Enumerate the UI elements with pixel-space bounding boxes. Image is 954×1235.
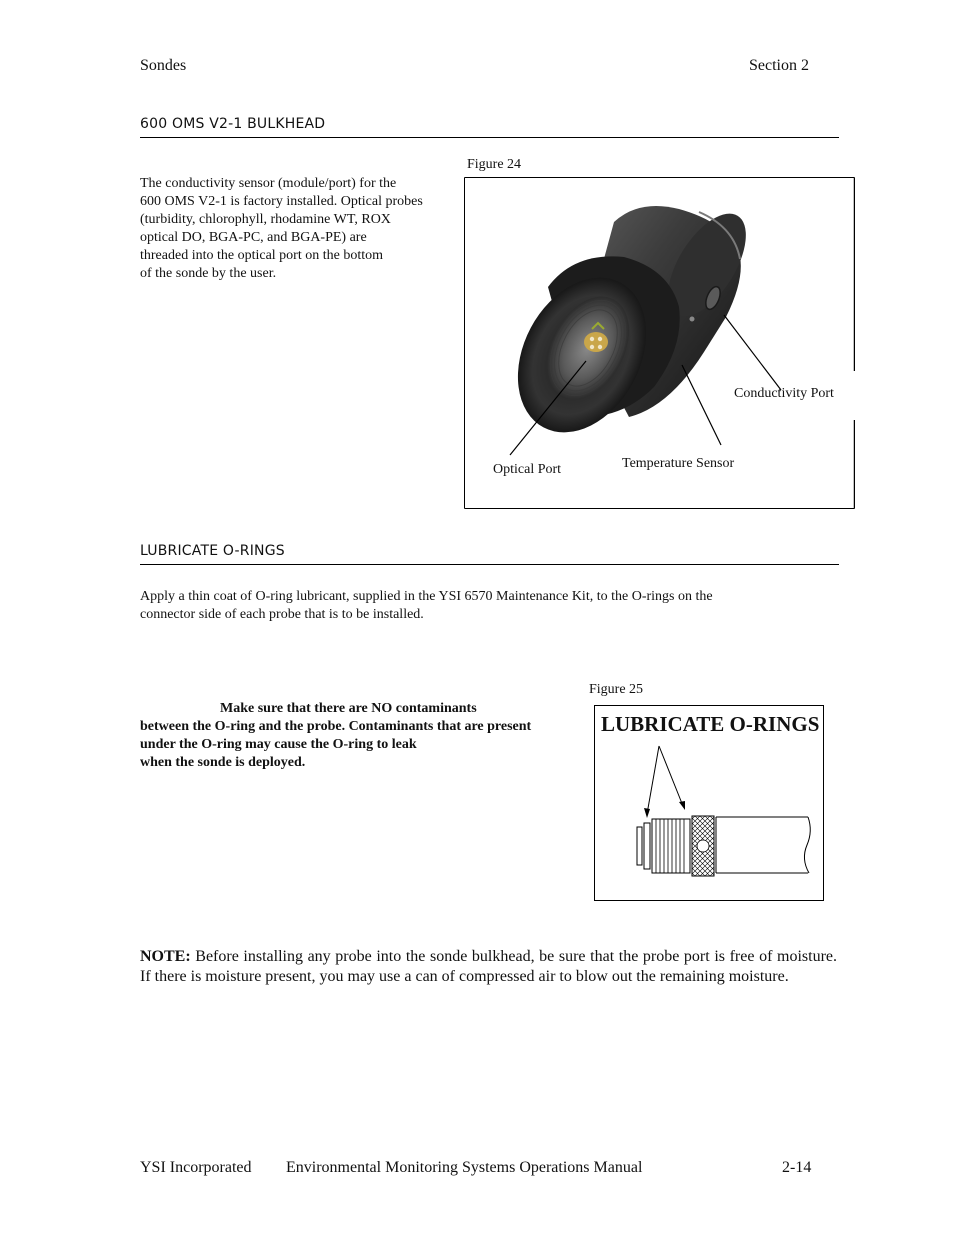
figure-25	[594, 705, 824, 901]
conductivity-port-leader	[724, 315, 781, 390]
warning-line: Make sure that there are NO contaminants	[220, 701, 477, 716]
temperature-sensor-label: Temperature Sensor	[622, 456, 735, 471]
section-rule	[140, 564, 839, 565]
footer-manual-title: Environmental Monitoring Systems Operations Manual	[286, 1159, 643, 1176]
note-paragraph	[140, 947, 837, 987]
conductivity-port-label: Conductivity Port	[734, 386, 834, 401]
note-label: NOTE:	[140, 948, 191, 965]
temperature-sensor-leader	[682, 365, 721, 445]
warning-line: when the sonde is deployed.	[140, 755, 306, 770]
warning-lines	[140, 700, 585, 772]
warning-line: under the O-ring may cause the O-ring to leak	[140, 737, 417, 752]
figure-25-caption: Figure 25	[589, 682, 644, 697]
footer-company: YSI Incorporated	[140, 1159, 252, 1176]
bulkhead-description: The conductivity sensor (module/port) for the 600 OMS V2-1 is factory installed. Optical probes (turbidity, chlorophyll, rhodamine WT, ROX optical DO, BGA-PC, and BGA-PE) are threaded into the optical port on the bottom of the sonde by the user.	[140, 176, 423, 281]
figure-25-title: LUBRICATE O-RINGS	[601, 712, 820, 736]
figure-24-caption: Figure 24	[467, 157, 522, 172]
section-rule	[140, 137, 839, 138]
footer-page-number: 2-14	[782, 1159, 812, 1176]
section-title-lubricate: LUBRICATE O-RINGS	[140, 543, 285, 559]
note-text: Before installing any probe into the sonde bulkhead, be sure that the probe port is free of moisture. If there is moisture present, you may use a can of compressed air to blow out the remaining moisture.	[140, 948, 837, 985]
header-left: Sondes	[140, 57, 187, 74]
warning-line: between the O-ring and the probe. Contaminants that are present	[140, 719, 532, 734]
optical-port-label: Optical Port	[493, 462, 562, 477]
section-title-bulkhead: 600 OMS V2-1 BULKHEAD	[140, 116, 326, 132]
header-right: Section 2	[749, 57, 809, 74]
lubricate-instructions: Apply a thin coat of O-ring lubricant, supplied in the YSI 6570 Maintenance Kit, to the O-rings on the connector side of each probe that is to be installed.	[140, 589, 713, 622]
o-ring-illustration	[595, 706, 823, 900]
contaminant-warning-text	[140, 700, 585, 772]
